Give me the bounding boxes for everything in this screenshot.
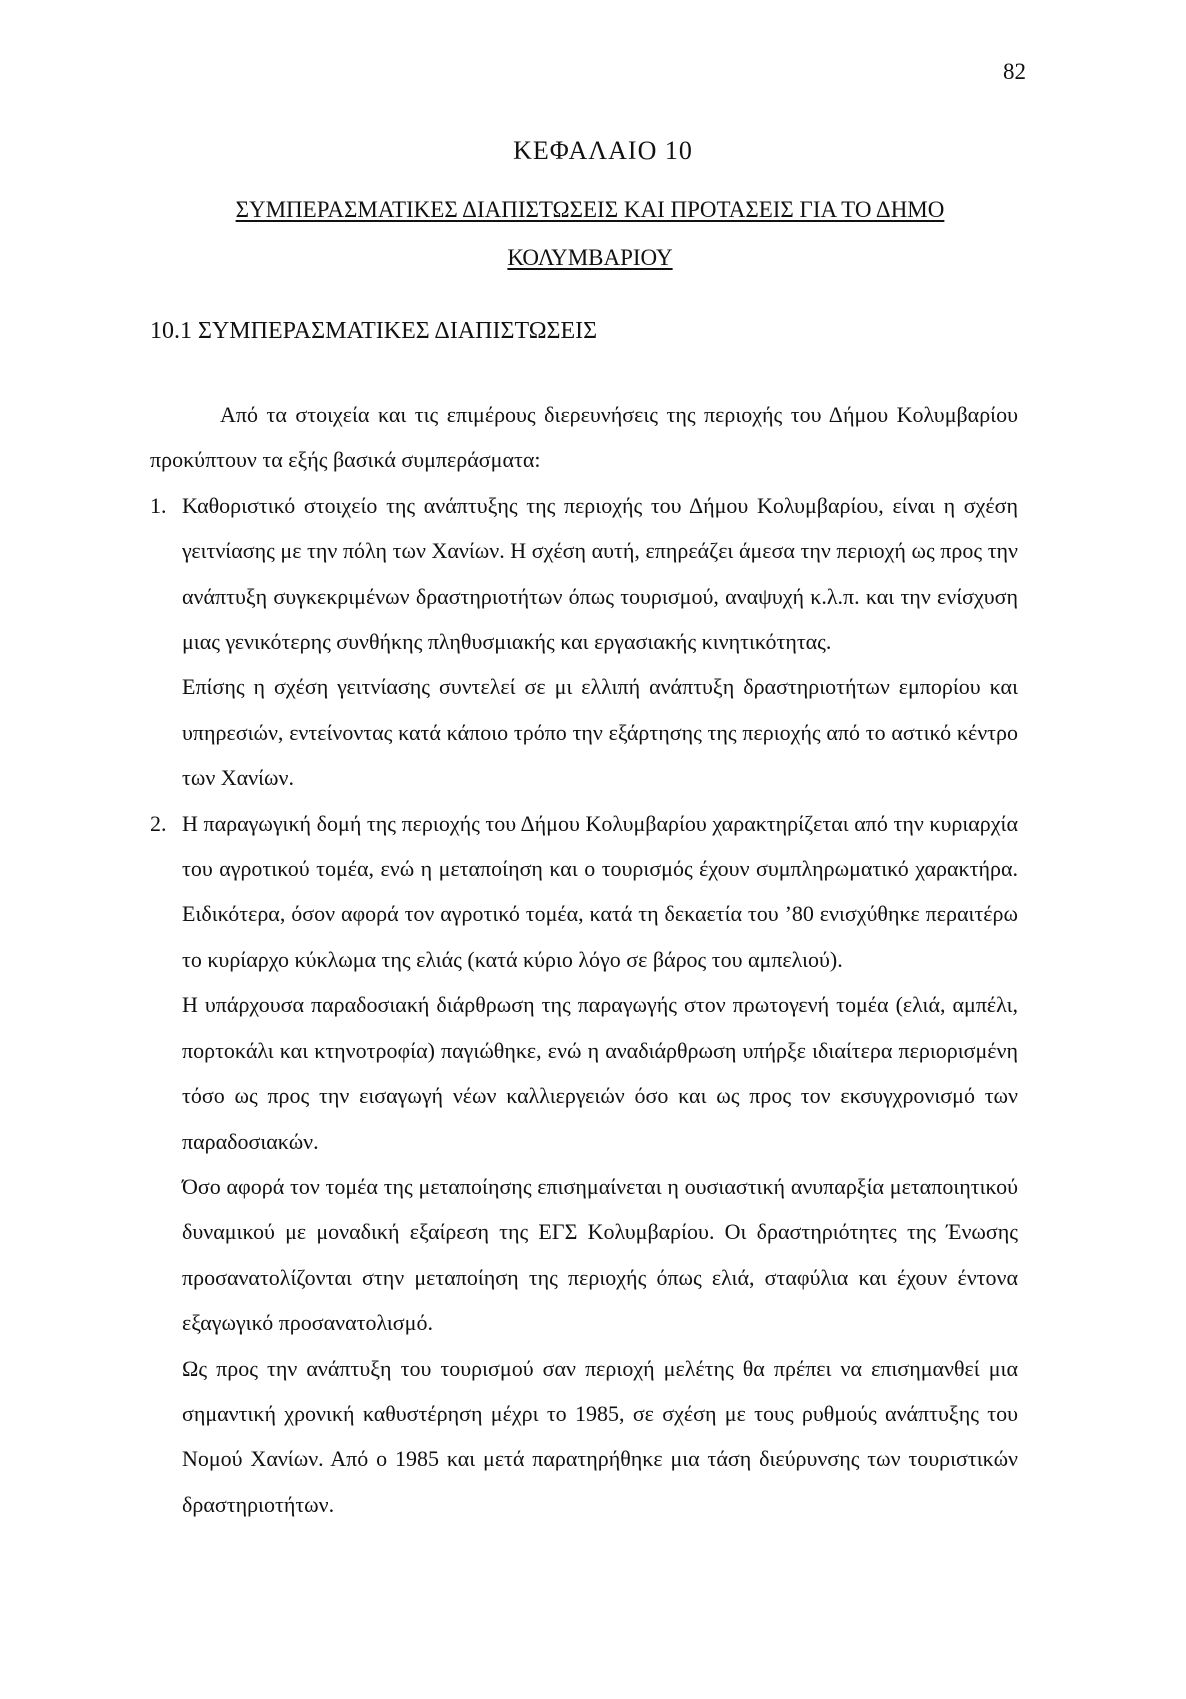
section-heading: 10.1 ΣΥΜΠΕΡΑΣΜΑΤΙΚΕΣ ΔΙΑΠΙΣΤΩΣΕΙΣ	[150, 318, 598, 344]
paragraph: Ως προς την ανάπτυξη του τουρισμού σαν περιοχή μελέτης θα πρέπει να επισημανθεί μια σημαντική χρονική καθυστέρηση μέχρι το 1985, σε σχέση με τους ρυθμούς ανάπτυξης του Νομού Χανίων. Από ο 1985 και μετά παρατηρήθηκε μια τάση διεύρυνσης των τουριστικών δραστηριοτήτων.	[182, 1355, 1018, 1517]
chapter-subtitle-line-1: ΣΥΜΠΕΡΑΣΜΑΤΙΚΕΣ ΔΙΑΠΙΣΤΩΣΕΙΣ ΚΑΙ ΠΡΟΤΑΣΕΙΣ ΓΙΑ ΤΟ ΔΗΜΟ	[235, 197, 945, 222]
chapter-title: ΚΕΦΑΛΑΙΟ 10	[513, 136, 693, 165]
list-item-body	[180, 483, 1018, 801]
paragraph: Όσο αφορά τον τομέα της μεταποίησης επισημαίνεται η ουσιαστική ανυπαρξία μεταποιητικού δυναμικού με μοναδική εξαίρεση της ΕΓΣ Κολυμβαρίου. Οι δραστηριότητες της Ένωσης προσανατολίζονται στην μεταποίηση της περιοχής όπως ελιά, σταφύλια και έχουν έντονα εξαγωγικό προσανατολισμό.	[182, 1173, 1018, 1336]
paragraph: Καθοριστικό στοιχείο της ανάπτυξης της περιοχής του Δήμου Κολυμβαρίου, είναι η σχέση γειτνίασης με την πόλη των Χανίων. Η σχέση αυτή, επηρεάζει άμεσα την περιοχή ως προς την ανάπτυξη συγκεκριμένων δραστηριοτήτων όπως τουρισμού, αναψυχή κ.λ.π. και την ενίσχυση μιας γενικότερης συνθήκης πληθυσμιακής και εργασιακής κινητικότητας.	[182, 492, 1018, 655]
paragraph: Επίσης η σχέση γειτνίασης συντελεί σε μι ελλιπή ανάπτυξη δραστηριοτήτων εμπορίου και υπηρεσιών, εντείνοντας κατά κάποιο τρόπο την εξάρτησης της περιοχής από το αστικό κέντρο των Χανίων.	[182, 674, 1018, 791]
list-item-number: 2.	[150, 810, 167, 836]
chapter-subtitle-line-2: ΚΟΛΥΜΒΑΡΙΟΥ	[507, 245, 673, 270]
list-item-number: 1.	[150, 492, 167, 518]
paragraph: Η παραγωγική δομή της περιοχής του Δήμου Κολυμβαρίου χαρακτηρίζεται από την κυριαρχία του αγροτικού τομέα, ενώ η μεταποίηση και ο τουρισμός έχουν συμπληρωματικό χαρακτήρα. Ειδικότερα, όσον αφορά τον αγροτικό τομέα, κατά τη δεκαετία του ’80 ενισχύθηκε περαιτέρω το κυρίαρχο κύκλωμα της ελιάς (κατά κύριο λόγο σε βάρος του αμπελιού).	[182, 810, 1018, 972]
list-item-1	[150, 483, 1018, 801]
list-item-2	[150, 801, 1018, 1528]
paragraph: Η υπάρχουσα παραδοσιακή διάρθρωση της παραγωγής στον πρωτογενή τομέα (ελιά, αμπέλι, πορτοκάλι και κτηνοτροφία) παγιώθηκε, ενώ η αναδιάρθρωση υπήρξε ιδιαίτερα περιορισμένη τόσο ως προς την εισαγωγή νέων καλλιεργειών όσο και ως προς τον εκσυγχρονισμό των παραδοσιακών.	[182, 992, 1018, 1154]
section-body	[150, 392, 1018, 1527]
list-item-body	[180, 801, 1018, 1528]
chapter-subtitle	[150, 186, 1030, 282]
page-number: 82	[1003, 59, 1026, 84]
intro-paragraph: Από τα στοιχεία και τις επιμέρους διερευνήσεις της περιοχής του Δήμου Κολυμβαρίου προκύπτουν τα εξής βασικά συμπεράσματα:	[150, 402, 1018, 473]
